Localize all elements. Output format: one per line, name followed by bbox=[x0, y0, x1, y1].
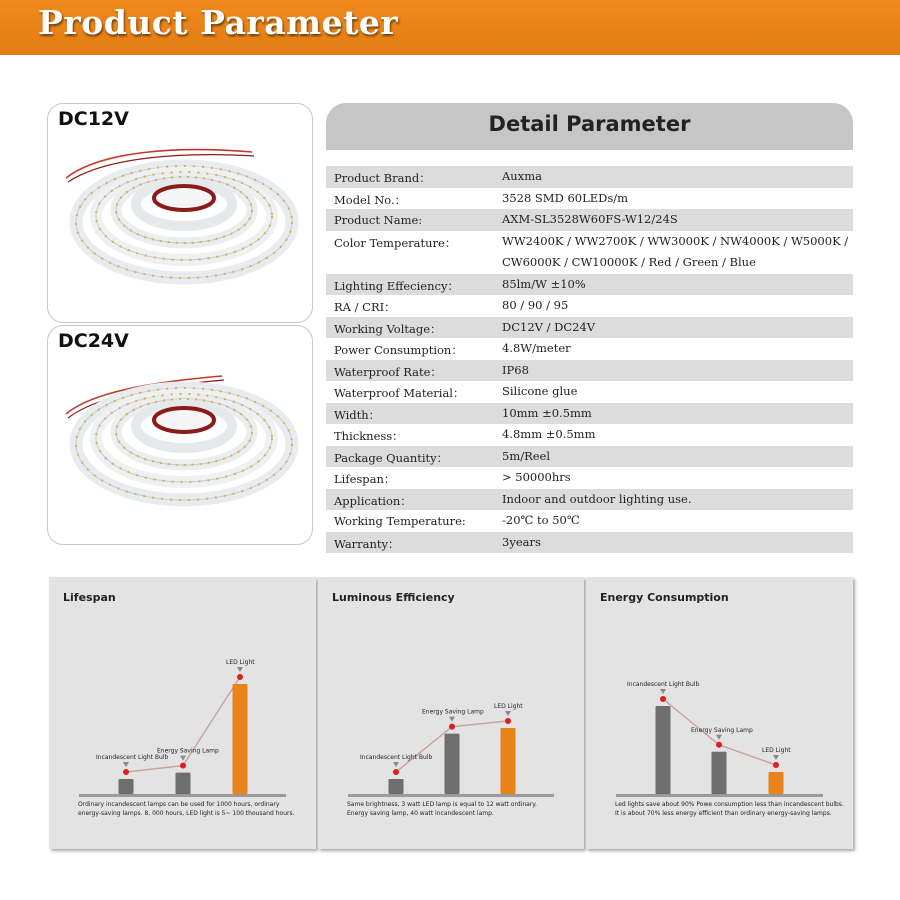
parameter-row bbox=[326, 274, 853, 296]
parameter-value: 80 / 90 / 95 bbox=[502, 298, 569, 312]
parameter-key: Working Temperature: bbox=[334, 514, 466, 528]
parameter-row bbox=[326, 467, 853, 489]
bar-led bbox=[501, 728, 516, 794]
parameter-key: Warranty： bbox=[334, 536, 400, 551]
data-point bbox=[716, 742, 722, 748]
category-label: LED Light bbox=[762, 747, 791, 754]
bar-incandescent bbox=[389, 779, 404, 794]
parameter-value: Indoor and outdoor lighting use. bbox=[502, 491, 692, 506]
parameter-row bbox=[326, 489, 853, 511]
parameter-key: Color Temperature： bbox=[334, 235, 457, 250]
parameter-value: 3528 SMD 60LEDs/m bbox=[502, 190, 629, 205]
parameter-key: Thickness： bbox=[334, 429, 404, 443]
parameter-value: DC12V / DC24V bbox=[502, 319, 596, 334]
pointer-icon bbox=[237, 667, 243, 672]
category-label: Incandescent Light Bulb bbox=[627, 681, 700, 688]
parameter-key: Power Consumption： bbox=[334, 343, 463, 357]
pointer-icon bbox=[180, 756, 186, 761]
image-card-dc12v bbox=[47, 103, 313, 323]
parameter-value-line2: CW6000K / CW10000K / Red / Green / Blue bbox=[502, 255, 756, 269]
led-strip-reel-image bbox=[62, 140, 300, 290]
parameter-key: Waterproof Material： bbox=[334, 386, 465, 400]
pointer-icon bbox=[449, 717, 455, 722]
parameter-row bbox=[326, 381, 853, 403]
parameter-key: Width： bbox=[334, 407, 381, 422]
bar-incandescent bbox=[119, 779, 134, 794]
parameter-row bbox=[326, 532, 853, 554]
parameter-value: > 50000hrs bbox=[502, 470, 571, 484]
parameter-row bbox=[326, 317, 853, 339]
parameter-value: Silicone glue bbox=[502, 384, 578, 398]
pointer-icon bbox=[660, 689, 666, 694]
parameter-value: 85lm/W ±10% bbox=[502, 276, 586, 291]
energy-consumption-panel bbox=[586, 577, 853, 849]
parameter-row bbox=[326, 231, 853, 274]
category-label: Energy Saving Lamp bbox=[691, 726, 753, 734]
parameter-value: Auxma bbox=[502, 169, 542, 183]
pointer-icon bbox=[393, 762, 399, 767]
comparison-chart bbox=[49, 577, 316, 849]
data-point bbox=[180, 763, 186, 769]
parameter-row bbox=[326, 424, 853, 446]
category-label: Energy Saving Lamp bbox=[157, 747, 219, 755]
parameter-value: WW2400K / WW2700K / WW3000K / NW4000K / W5000K / bbox=[502, 233, 849, 248]
parameter-row bbox=[326, 510, 853, 532]
page-title: Product Parameter bbox=[38, 3, 399, 42]
parameter-row bbox=[326, 360, 853, 382]
bar-led bbox=[769, 772, 784, 794]
chart-baseline bbox=[616, 794, 823, 797]
parameter-key: Package Quantity： bbox=[334, 450, 449, 465]
parameter-value: 4.8W/meter bbox=[502, 341, 571, 355]
category-label: Incandescent Light Bulb bbox=[96, 754, 169, 761]
image-card-dc24v bbox=[47, 325, 313, 545]
parameter-row bbox=[326, 446, 853, 468]
category-label: Energy Saving Lamp bbox=[422, 708, 484, 716]
data-point bbox=[505, 718, 511, 724]
data-point bbox=[449, 724, 455, 730]
chart-baseline bbox=[348, 794, 554, 797]
luminous-efficiency-panel bbox=[318, 577, 584, 849]
parameter-table bbox=[326, 166, 853, 553]
bar-energy-saving bbox=[712, 752, 727, 794]
pointer-icon bbox=[773, 755, 779, 760]
image-card-label: DC24V bbox=[58, 330, 129, 352]
bar-energy-saving bbox=[445, 734, 460, 794]
chart-note: Same brightness, 3 watt LED lamp is equal to 12 watt ordinary. bbox=[347, 801, 537, 808]
parameter-key: Working Voltage： bbox=[334, 321, 442, 336]
category-label: Incandescent Light Bulb bbox=[360, 754, 433, 761]
lifespan-panel bbox=[49, 577, 316, 849]
parameter-value: -20℃ to 50℃ bbox=[502, 513, 580, 527]
led-strip-reel-image bbox=[62, 362, 300, 512]
data-point bbox=[123, 769, 129, 775]
category-label: LED Light bbox=[226, 659, 255, 666]
parameter-key: Lighting Effeciency： bbox=[334, 278, 459, 293]
chart-note: Ordinary incandescent lamps can be used for 1000 hours, ordinary bbox=[78, 801, 280, 808]
chart-note: It is about 70% less energy efficient than ordinary energy-saving lamps. bbox=[615, 810, 832, 817]
parameter-key: RA / CRI： bbox=[334, 300, 396, 314]
panel-title: Luminous Efficiency bbox=[332, 591, 455, 604]
bar-energy-saving bbox=[176, 773, 191, 794]
data-point bbox=[773, 762, 779, 768]
parameter-row bbox=[326, 295, 853, 317]
parameter-key: Lifespan： bbox=[334, 472, 396, 486]
parameter-row bbox=[326, 166, 853, 188]
comparison-chart bbox=[586, 577, 853, 849]
chart-note: energy-saving lamps. 8, 000 hours, LED light is 5~ 100 thousand hours. bbox=[78, 810, 295, 817]
parameter-value: IP68 bbox=[502, 362, 529, 377]
detail-parameter-title: Detail Parameter bbox=[488, 112, 691, 136]
parameter-key: Model No.： bbox=[334, 192, 407, 207]
pointer-icon bbox=[123, 762, 129, 767]
parameter-row bbox=[326, 403, 853, 425]
pointer-icon bbox=[505, 711, 511, 716]
parameter-row bbox=[326, 209, 853, 231]
parameter-key: Waterproof Rate： bbox=[334, 364, 442, 379]
data-point bbox=[660, 696, 666, 702]
comparison-chart bbox=[318, 577, 584, 849]
chart-baseline bbox=[79, 794, 286, 797]
parameter-row bbox=[326, 188, 853, 210]
parameter-value: 4.8mm ±0.5mm bbox=[502, 427, 596, 441]
detail-parameter-header bbox=[326, 103, 853, 150]
panel-title: Energy Consumption bbox=[600, 591, 729, 604]
parameter-key: Product Brand： bbox=[334, 171, 431, 185]
parameter-value: AXM-SL3528W60FS-W12/24S bbox=[502, 212, 678, 226]
chart-note: Led lights save about 90% Powe consumption less than incandescent bulbs. bbox=[615, 801, 844, 808]
parameter-key: Application： bbox=[334, 493, 412, 508]
category-label: LED Light bbox=[494, 703, 523, 710]
parameter-value: 5m/Reel bbox=[502, 448, 551, 463]
parameter-value: 10mm ±0.5mm bbox=[502, 405, 592, 420]
parameter-key: Product Name: bbox=[334, 213, 423, 227]
panel-title: Lifespan bbox=[63, 591, 116, 604]
chart-note: Energy saving lamp, 40 watt incandescent lamp. bbox=[347, 810, 494, 817]
image-card-label: DC12V bbox=[58, 108, 129, 130]
bar-incandescent bbox=[656, 706, 671, 794]
parameter-value: 3years bbox=[502, 534, 541, 549]
bar-led bbox=[233, 684, 248, 794]
parameter-row bbox=[326, 338, 853, 360]
data-point bbox=[237, 674, 243, 680]
pointer-icon bbox=[716, 735, 722, 740]
data-point bbox=[393, 769, 399, 775]
header-banner bbox=[0, 0, 900, 55]
